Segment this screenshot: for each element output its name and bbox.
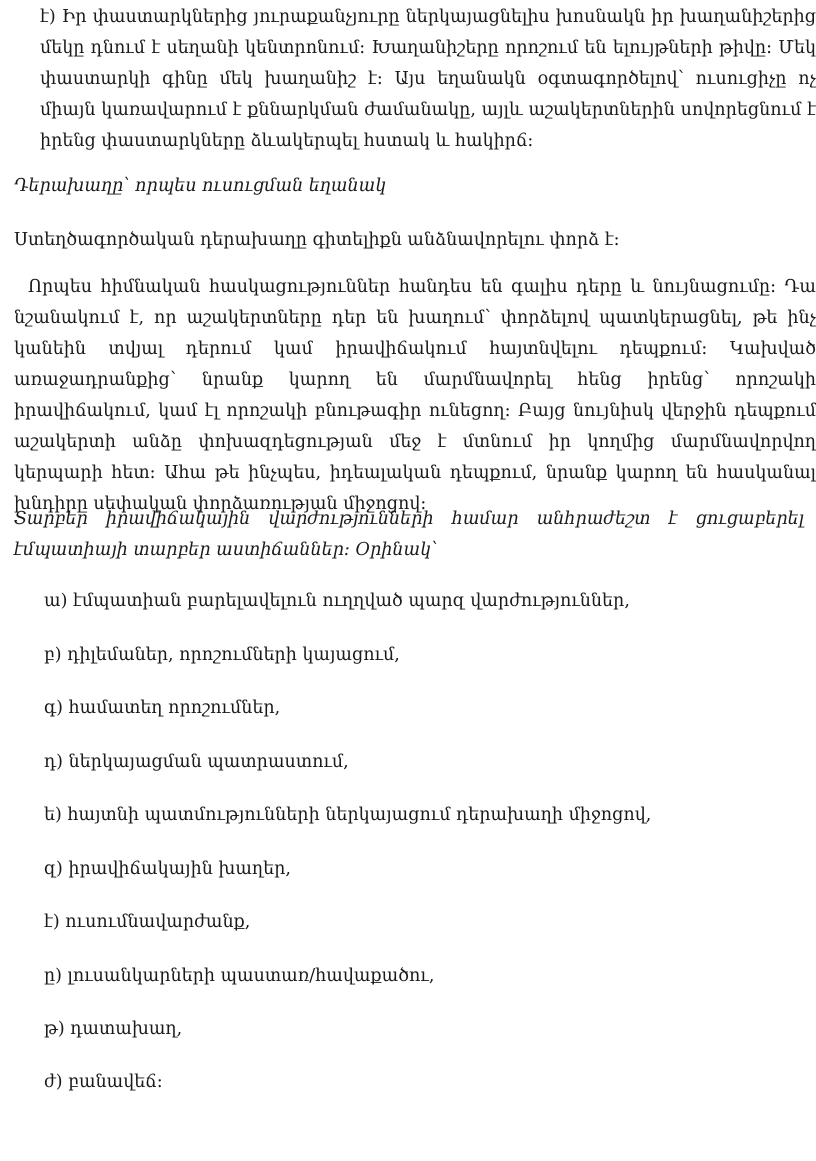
intro-line: Ստեղծագործական դերախաղը գիտելիքն անձնավորելու փորձ է։ <box>14 230 620 250</box>
list-item: ա) էմպատիան բարելավելուն ուղղված պարզ վարժություններ, <box>44 591 630 611</box>
list-item: թ) դատախաղ, <box>44 1019 183 1039</box>
list-item: ը) լուսանկարների պաստառ/հավաքածու, <box>44 966 435 986</box>
list-item: ժ) բանավեճ։ <box>44 1072 163 1092</box>
list-item: բ) դիլեմաներ, որոշումների կայացում, <box>44 645 400 665</box>
list-item: զ) իրավիճակային խաղեր, <box>44 859 291 879</box>
list-item: ե) հայտնի պատմությունների ներկայացում դերախաղի միջոցով, <box>44 805 652 825</box>
section-heading: Դերախաղը՝ որպես ուսուցման եղանակ <box>14 176 387 196</box>
list-item: է) ուսումնավարժանք, <box>44 912 251 932</box>
paragraph-empathy-levels: Տարբեր իրավիճակային վարժությունների համար անհրաժեշտ է ցուցաբերել էմպատիայի տարբեր աստիճաններ։ Օրինակ՝ <box>14 509 804 560</box>
list-item: գ) համատեղ որոշումներ, <box>44 698 281 718</box>
paragraph-tokens-rule: է) Իր փաստարկներից յուրաքանչյուրը ներկայացնելիս խոսնակն իր խաղանիշերից մեկը դնում է սեղանի կենտրոնում։ Խաղանիշերը որոշում են ելույթների թիվը։ Մեկ փաստարկի գինը մեկ խաղանիշ է։ Այս եղանակն օգտագործելով՝ ուսուցիչը ոչ միայն կառավարում է քննարկման ժամանակը, այլև աշակերտներին սովորեցնում է իրենց փաստարկները ձևակերպել հստակ և հակիրճ։ <box>40 7 816 151</box>
list-item: դ) ներկայացման պատրաստում, <box>44 752 349 772</box>
paragraph-role-identification: Որպես հիմնական հասկացություններ հանդես են գալիս դերը և նույնացումը։ Դա նշանակում է, որ աշակերտները դեր են խաղում՝ փորձելով պատկերացնել, թե ինչ կանեին տվյալ դերում կամ իրավիճակում հայտնվելու դեպքում։ Կախված առաջադրանքից՝ նրանք կարող են մարմնավորել հենց իրենց՝ որոշակի իրավիճակում, կամ էլ որոշակի բնութագիր ունեցող։ Բայց նույնիսկ վերջին դեպքում աշակերտի անձը փոխազդեցության մեջ է մտնում իր կողմից մարմնավորվող կերպարի հետ։ Ահա թե ինչպես, իդեալական դեպքում, նրանք կարող են հասկանալ խնդիրը սեփական փորձառության միջոցով։ <box>14 277 816 514</box>
